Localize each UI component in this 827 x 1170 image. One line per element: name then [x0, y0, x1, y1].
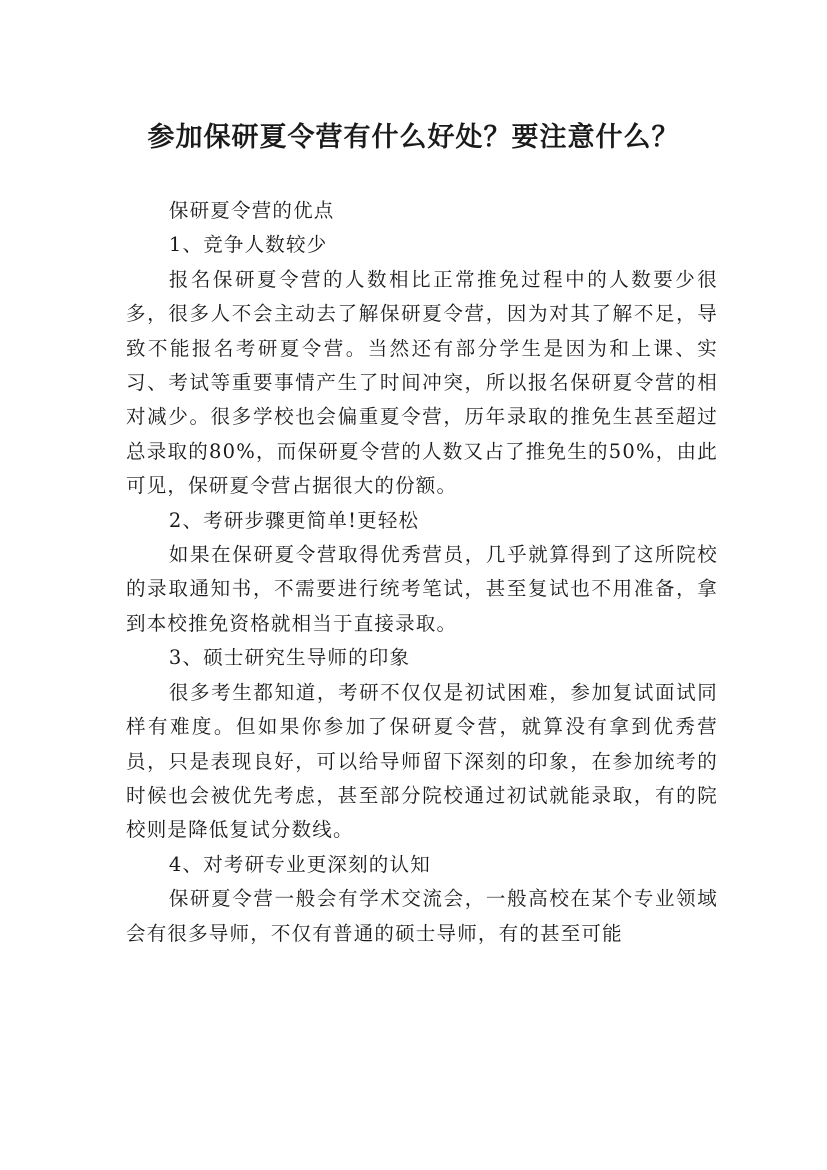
subheading-1: 1、竞争人数较少: [168, 233, 328, 257]
subheading-4: 4、对考研专业更深刻的认知: [168, 852, 431, 876]
paragraph-4: 保研夏令营一般会有学术交流会，一般高校在某个专业领域会有很多导师，不仅有普通的硕士导师，有的甚至可能: [126, 887, 718, 945]
subheading-2: 2、考研步骤更简单!更轻松: [168, 508, 420, 532]
document-body: [126, 194, 718, 951]
paragraph-3: 很多考生都知道，考研不仅仅是初试困难，参加复试面试同样有难度。但如果你参加了保研夏令营，就算没有拿到优秀营员，只是表现良好，可以给导师留下深刻的印象，在参加统考的时候也会被优先考虑，甚至部分院校通过初试就能录取，有的院校则是降低复试分数线。: [126, 680, 718, 842]
document-title: 参加保研夏令营有什么好处？要注意什么？: [147, 122, 680, 154]
paragraph-1: 报名保研夏令营的人数相比正常推免过程中的人数要少很多，很多人不会主动去了解保研夏令营，因为对其了解不足，导致不能报名考研夏令营。当然还有部分学生是因为和上课、实习、考试等重要事情产生了时间冲突，所以报名保研夏令营的相对减少。很多学校也会偏重夏令营，历年录取的推免生甚至超过总录取的80%，而保研夏令营的人数又占了推免生的50%，由此可见，保研夏令营占据很大的份额。: [126, 267, 718, 498]
section-heading: 保研夏令营的优点: [168, 199, 335, 222]
subheading-3: 3、硕士研究生导师的印象: [168, 646, 411, 670]
paragraph-2: 如果在保研夏令营取得优秀营员，几乎就算得到了这所院校的录取通知书，不需要进行统考笔试，甚至复试也不用准备，拿到本校推免资格就相当于直接录取。: [126, 543, 718, 635]
